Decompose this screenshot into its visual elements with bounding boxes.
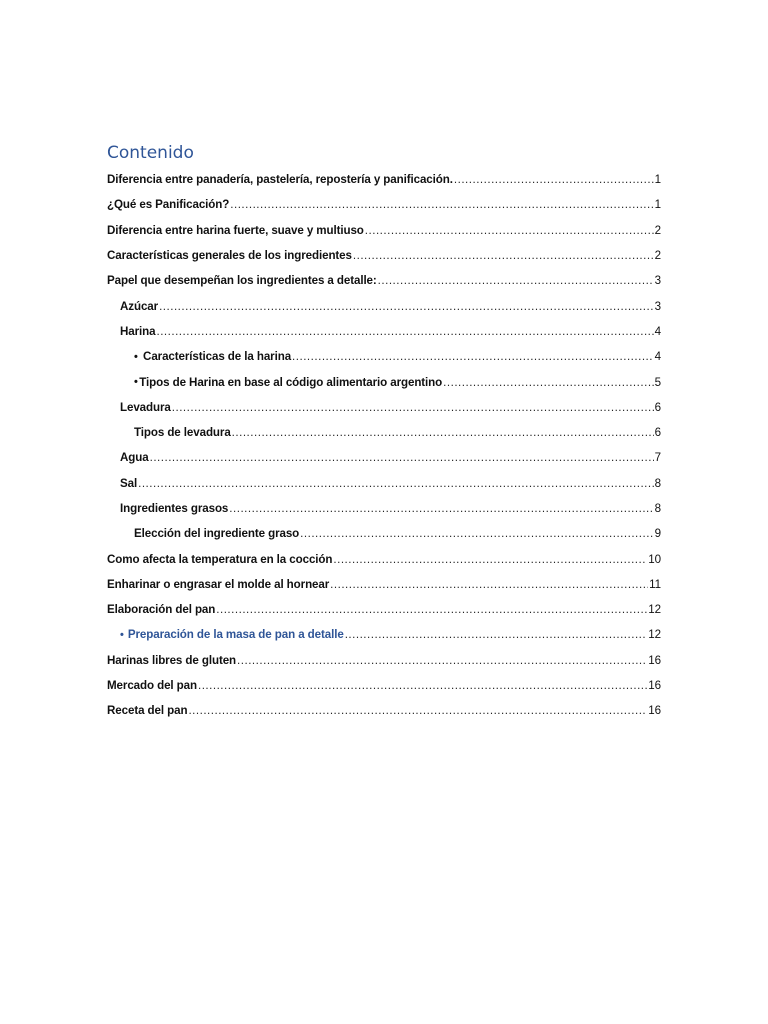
toc-entry[interactable] <box>0 167 768 192</box>
toc-page-number: 12 <box>648 603 661 617</box>
toc-entry-label: Tipos de levadura <box>134 426 231 440</box>
toc-entry-link[interactable] <box>107 249 661 262</box>
toc-page-number: 5 <box>654 375 661 389</box>
toc-page-number: 11 <box>649 577 661 591</box>
dot-leader <box>378 274 654 287</box>
toc-page-number: 16 <box>648 679 661 693</box>
toc-page-number: 4 <box>654 350 661 364</box>
toc-page-number: 12 <box>648 628 661 642</box>
dot-leader <box>237 654 647 667</box>
toc-entry[interactable] <box>0 344 768 369</box>
dot-leader <box>150 451 654 464</box>
toc-entry-link[interactable] <box>107 603 661 616</box>
toc-entry-link[interactable] <box>120 502 661 515</box>
toc-entry-link[interactable] <box>120 451 661 464</box>
toc-entry-link[interactable] <box>134 426 661 439</box>
toc-entry[interactable] <box>0 546 768 571</box>
toc-entry-link[interactable] <box>107 198 661 211</box>
toc-entry[interactable] <box>0 521 768 546</box>
toc-entry[interactable] <box>0 319 768 344</box>
toc-entry[interactable] <box>0 293 768 318</box>
toc-page-number: 8 <box>654 502 661 515</box>
dot-leader <box>345 628 648 641</box>
dot-leader <box>138 477 654 490</box>
toc-page-number: 7 <box>654 451 661 465</box>
dot-leader <box>443 376 653 389</box>
dot-leader <box>229 502 653 515</box>
dot-leader <box>292 350 654 363</box>
toc-entry[interactable] <box>0 572 768 597</box>
dot-leader <box>333 553 647 566</box>
bullet-icon: • <box>134 376 138 389</box>
toc-entry-link[interactable] <box>120 628 661 641</box>
toc-page-number: 4 <box>654 324 661 338</box>
toc-entry-label: Como afecta la temperatura en la cocción <box>107 552 333 566</box>
dot-leader <box>300 527 653 540</box>
toc-title: Contenido <box>107 143 194 163</box>
toc-entry-link[interactable] <box>107 578 661 591</box>
toc-entry[interactable] <box>0 622 768 647</box>
toc-entry-link[interactable] <box>107 274 661 287</box>
toc-entry[interactable] <box>0 445 768 470</box>
toc-entry[interactable] <box>0 698 768 723</box>
toc-entry-link[interactable] <box>120 401 661 414</box>
toc-entry-link[interactable] <box>107 679 661 692</box>
toc-entry-label: Papel que desempeñan los ingredientes a detalle: <box>107 274 377 288</box>
toc-entry[interactable] <box>0 471 768 496</box>
dot-leader <box>230 198 653 211</box>
toc-entry[interactable] <box>0 192 768 217</box>
toc-entry-label: Receta del pan <box>107 704 188 718</box>
toc-entry-label: Harinas libres de gluten <box>107 653 237 667</box>
dot-leader <box>198 679 647 692</box>
toc-page-number: 2 <box>654 223 661 237</box>
toc-entry-link[interactable] <box>134 350 661 363</box>
toc-entry-label: Levadura <box>120 400 171 414</box>
toc-entry[interactable] <box>0 243 768 268</box>
dot-leader <box>156 325 653 338</box>
toc-entry-label: Agua <box>120 451 149 465</box>
toc-entry-link[interactable] <box>107 553 661 566</box>
toc-entry-link[interactable] <box>107 704 661 717</box>
toc-page-number: 16 <box>648 653 661 667</box>
dot-leader <box>232 426 654 439</box>
toc-entry-label: Características generales de los ingredientes <box>107 249 352 263</box>
dot-leader <box>188 704 647 717</box>
toc-page-number: 8 <box>654 476 661 490</box>
toc-page-number: 6 <box>654 426 661 440</box>
toc-entry[interactable] <box>0 420 768 445</box>
toc-page-number: 10 <box>648 552 661 566</box>
toc-entry-label: Tipos de Harina en base al código alimentario argentino <box>139 375 443 389</box>
toc-entry-link[interactable] <box>107 173 661 186</box>
dot-leader <box>159 300 654 313</box>
toc-page-number: 3 <box>654 274 661 288</box>
toc-entry-label: Ingredientes grasos <box>120 502 229 515</box>
toc-entry[interactable] <box>0 268 768 293</box>
toc-entry[interactable] <box>0 395 768 420</box>
toc-entry-label: Enharinar o engrasar el molde al hornear <box>107 577 330 591</box>
toc-entry[interactable] <box>0 369 768 394</box>
toc-entry[interactable] <box>0 218 768 243</box>
dot-leader <box>353 249 654 262</box>
toc-page-number: 16 <box>648 704 661 718</box>
toc-page-number: 3 <box>654 299 661 313</box>
dot-leader <box>454 173 654 186</box>
toc-entry-label: Elección del ingrediente graso <box>134 527 300 541</box>
toc-entry-link[interactable] <box>134 527 661 540</box>
toc-page-number: 9 <box>654 527 661 541</box>
toc-list <box>0 167 768 724</box>
toc-page-number: 1 <box>654 198 661 212</box>
toc-entry-label: Preparación de la masa de pan a detalle <box>127 628 344 642</box>
toc-entry-label: Diferencia entre panadería, pastelería, repostería y panificación. <box>107 173 453 187</box>
toc-entry[interactable] <box>0 597 768 622</box>
toc-entry-link[interactable] <box>120 477 661 490</box>
toc-entry-link[interactable] <box>134 376 661 389</box>
dot-leader <box>365 224 654 237</box>
toc-entry-label: Harina <box>120 324 156 338</box>
toc-entry[interactable] <box>0 496 768 521</box>
toc-entry-label: Sal <box>120 476 138 490</box>
toc-entry[interactable] <box>0 648 768 673</box>
toc-page-number: 2 <box>654 249 661 263</box>
dot-leader <box>216 603 647 616</box>
dot-leader <box>172 401 654 414</box>
bullet-icon: • <box>134 350 138 363</box>
toc-entry-link[interactable] <box>107 224 661 237</box>
bullet-icon: • <box>120 628 124 641</box>
dot-leader <box>330 578 648 591</box>
toc-entry-label: Características de la harina <box>143 350 292 364</box>
toc-entry[interactable] <box>0 673 768 698</box>
toc-entry-label: Elaboración del pan <box>107 603 216 617</box>
toc-page-number: 6 <box>654 400 661 414</box>
toc-entry-link[interactable] <box>120 300 661 313</box>
toc-entry-label: Mercado del pan <box>107 679 197 693</box>
toc-page-number: 1 <box>654 173 661 187</box>
toc-entry-link[interactable] <box>107 654 661 667</box>
toc-entry-label: Azúcar <box>120 299 159 313</box>
toc-entry-link[interactable] <box>120 325 661 338</box>
toc-entry-label: ¿Qué es Panificación? <box>107 198 230 212</box>
toc-entry-label: Diferencia entre harina fuerte, suave y multiuso <box>107 223 364 237</box>
